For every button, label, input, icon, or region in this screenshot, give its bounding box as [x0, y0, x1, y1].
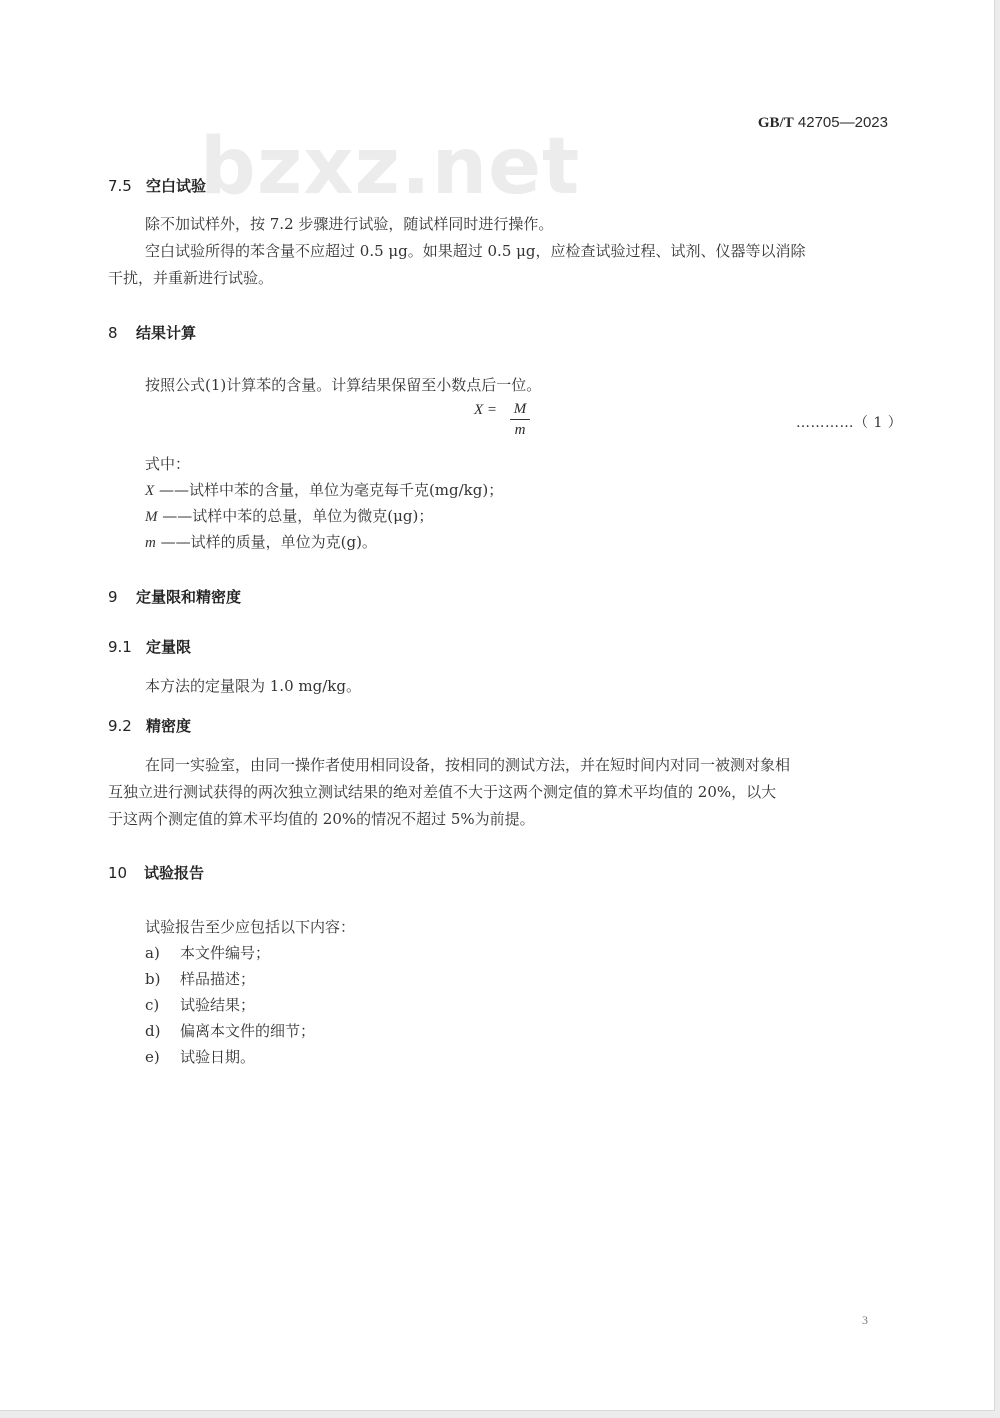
paragraph: 于这两个测定值的算术平均值的 20%的情况不超过 5%为前提。 [108, 810, 535, 828]
paragraph: 互独立进行测试获得的两次独立测试结果的绝对差值不大于这两个测定值的算术平均值的 20%，以大 [108, 783, 777, 801]
heading-9-1: 9.1 定量限 [108, 638, 192, 656]
paragraph: 在同一实验室，由同一操作者使用相同设备，按相同的测试方法，并在短时间内对同一被测对象相 [145, 756, 791, 774]
paragraph: 除不加试样外，按 7.2 步骤进行试验，随试样同时进行操作。 [145, 215, 554, 233]
doc-code: GB/T [757, 115, 794, 131]
watermark: bzxz.net [200, 122, 581, 212]
heading-9-2: 9.2 精密度 [108, 717, 192, 735]
variable-definition: m ——试样的质量，单位为克(g)。 [145, 533, 377, 551]
heading-9: 9 定量限和精密度 [108, 588, 242, 606]
variable-definition: X ——试样中苯的含量，单位为毫克每千克(mg/kg)； [145, 481, 504, 499]
equation-number: …………（ 1 ） [796, 415, 903, 431]
list-item: a) 本文件编号； [145, 944, 271, 962]
paragraph: 按照公式(1)计算苯的含量。计算结果保留至小数点后一位。 [145, 376, 542, 394]
page-number: 3 [862, 1313, 868, 1327]
where-label: 式中： [145, 455, 191, 473]
paragraph: 试验报告至少应包括以下内容： [145, 918, 356, 936]
list-item: c) 试验结果； [145, 996, 256, 1014]
list-item: d) 偏离本文件的细节； [145, 1022, 316, 1040]
variable-definition: M ——试样中苯的总量，单位为微克(μg)； [145, 507, 434, 525]
doc-number: 42705—2023 [797, 114, 888, 131]
paragraph: 空白试验所得的苯含量不应超过 0.5 μg。如果超过 0.5 μg，应检查试验过程、试剂、仪器等以消除 [145, 242, 806, 260]
paragraph: 干扰，并重新进行试验。 [108, 269, 274, 287]
heading-7-5: 7.5 空白试验 [108, 177, 207, 195]
document-number [758, 114, 888, 132]
heading-8: 8 结果计算 [108, 324, 197, 342]
formula: X = M m [474, 402, 497, 419]
paragraph: 本方法的定量限为 1.0 mg/kg。 [145, 677, 361, 695]
fraction: M m [510, 400, 530, 439]
list-item: b) 样品描述； [145, 970, 256, 988]
heading-10: 10 试验报告 [108, 864, 205, 882]
list-item: e) 试验日期。 [145, 1048, 256, 1066]
